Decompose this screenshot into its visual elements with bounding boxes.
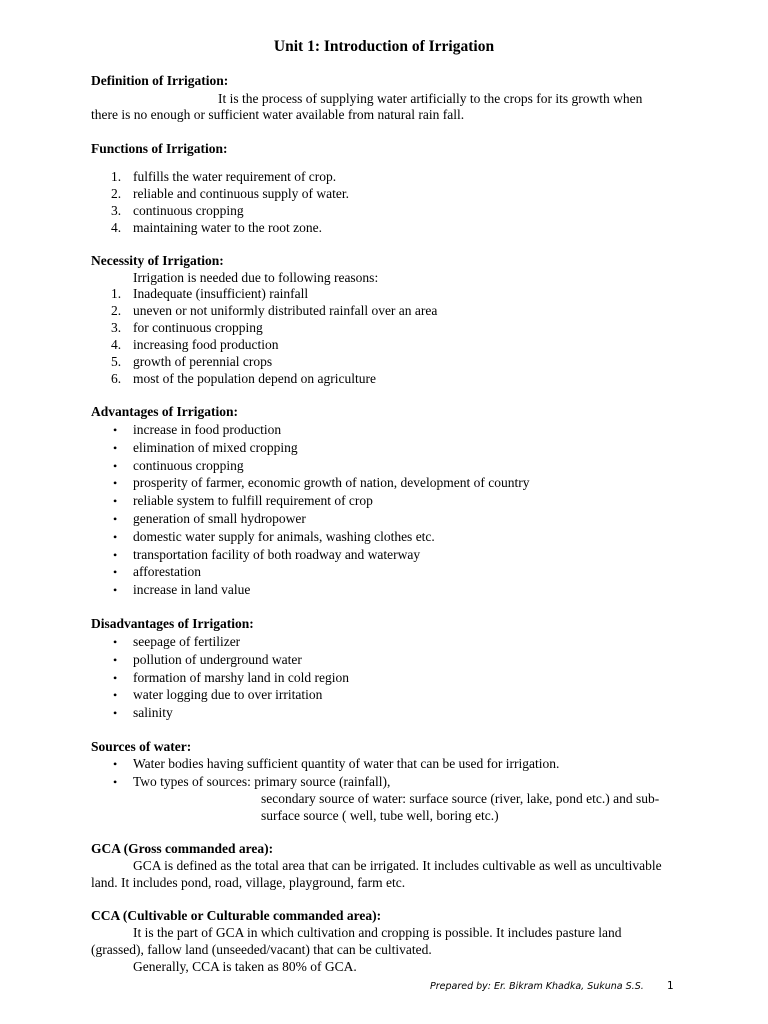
bullet-icon: • xyxy=(113,757,118,771)
list-item: • salinity xyxy=(113,705,173,721)
bullet-icon: • xyxy=(113,423,118,437)
sources-heading: Sources of water: xyxy=(91,739,192,754)
cca-line-2: (grassed), fallow land (unseeded/vacant) that can be cultivated. xyxy=(91,942,432,957)
footer-credit: Prepared by: Er. Bikram Khadka, Sukuna S.S. xyxy=(430,981,644,992)
page-title: Unit 1: Introduction of Irrigation xyxy=(273,38,495,55)
bullet-icon: • xyxy=(113,547,118,562)
list-item: • afforestation xyxy=(113,564,201,580)
definition-line-2: there is no enough or sufficient water available from natural rain fall. xyxy=(91,107,465,122)
list-item: 2. uneven or not uniformly distributed rainfall over an area xyxy=(111,303,438,318)
functions-list xyxy=(111,169,349,237)
cca-line-3: Generally, CCA is taken as 80% of GCA. xyxy=(133,959,357,974)
disadvantages-list xyxy=(113,634,349,723)
bullet-icon: • xyxy=(113,774,118,789)
bullet-icon: • xyxy=(113,670,118,685)
bullet-icon: • xyxy=(113,440,118,455)
definition-line-1: It is the process of supplying water artificially to the crops for its growth when xyxy=(218,91,643,106)
list-item: • increase in food production xyxy=(113,422,282,437)
list-item: • generation of small hydropower xyxy=(113,510,306,526)
sources-continuation-2: surface source ( well, tube well, boring etc.) xyxy=(261,808,499,823)
bullet-icon: • xyxy=(113,565,118,580)
list-item: 4. maintaining water to the root zone. xyxy=(111,220,322,235)
bullet-icon: • xyxy=(113,635,118,649)
list-item: • formation of marshy land in cold region xyxy=(113,669,349,685)
bullet-icon: • xyxy=(113,494,118,509)
bullet-icon: • xyxy=(113,688,118,703)
list-item: • water logging due to over irritation xyxy=(113,687,323,703)
list-item: 2. reliable and continuous supply of water. xyxy=(111,186,349,201)
bullet-icon: • xyxy=(113,511,118,526)
gca-line-2: land. It includes pond, road, village, playground, farm etc. xyxy=(91,875,406,890)
list-item: • continuous cropping xyxy=(113,457,244,473)
list-item: • domestic water supply for animals, washing clothes etc. xyxy=(113,528,435,544)
bullet-icon: • xyxy=(113,706,118,721)
list-item: 1. Inadequate (insufficient) rainfall xyxy=(111,286,309,301)
list-item: 6. most of the population depend on agriculture xyxy=(111,371,376,386)
bullet-icon: • xyxy=(113,529,118,544)
list-item: 4. increasing food production xyxy=(111,337,279,352)
bullet-icon: • xyxy=(113,652,118,667)
list-item: • prosperity of farmer, economic growth of nation, development of country xyxy=(113,475,530,491)
necessity-intro: Irrigation is needed due to following reasons: xyxy=(133,270,379,285)
advantages-heading: Advantages of Irrigation: xyxy=(91,404,238,419)
list-item: • increase in land value xyxy=(113,582,251,598)
list-item: • pollution of underground water xyxy=(113,651,302,667)
list-item: • transportation facility of both roadway and waterway xyxy=(113,546,421,562)
functions-heading: Functions of Irrigation: xyxy=(91,141,228,156)
list-item: • Water bodies having sufficient quantity of water that can be used for irrigation. xyxy=(113,756,560,771)
necessity-list xyxy=(111,286,437,388)
page-number: 1 xyxy=(667,980,674,992)
gca-heading: GCA (Gross commanded area): xyxy=(91,841,274,856)
list-item: 3. for continuous cropping xyxy=(111,320,263,335)
sources-continuation-1: secondary source of water: surface source (river, lake, pond etc.) and sub- xyxy=(261,791,660,806)
definition-heading: Definition of Irrigation: xyxy=(91,73,229,88)
advantages-list xyxy=(113,422,529,600)
list-item: 3. continuous cropping xyxy=(111,203,244,218)
necessity-heading: Necessity of Irrigation: xyxy=(91,253,224,268)
list-item: 5. growth of perennial crops xyxy=(111,354,273,369)
bullet-icon: • xyxy=(113,476,118,491)
list-item: • reliable system to fulfill requirement of crop xyxy=(113,493,373,509)
bullet-icon: • xyxy=(113,583,118,598)
disadvantages-heading: Disadvantages of Irrigation: xyxy=(91,616,254,631)
list-item: • elimination of mixed cropping xyxy=(113,439,298,455)
cca-heading: CCA (Cultivable or Culturable commanded area): xyxy=(91,908,382,923)
gca-line-1: GCA is defined as the total area that can be irrigated. It includes cultivable as well as uncultivable xyxy=(133,858,662,873)
list-item: 1. fulfills the water requirement of crop. xyxy=(111,169,337,184)
list-item: • Two types of sources: primary source (rainfall), xyxy=(113,773,391,789)
bullet-icon: • xyxy=(113,458,118,473)
cca-line-1: It is the part of GCA in which cultivation and cropping is possible. It includes pasture land xyxy=(133,925,622,940)
list-item: • seepage of fertilizer xyxy=(113,634,241,649)
sources-list xyxy=(113,756,559,792)
